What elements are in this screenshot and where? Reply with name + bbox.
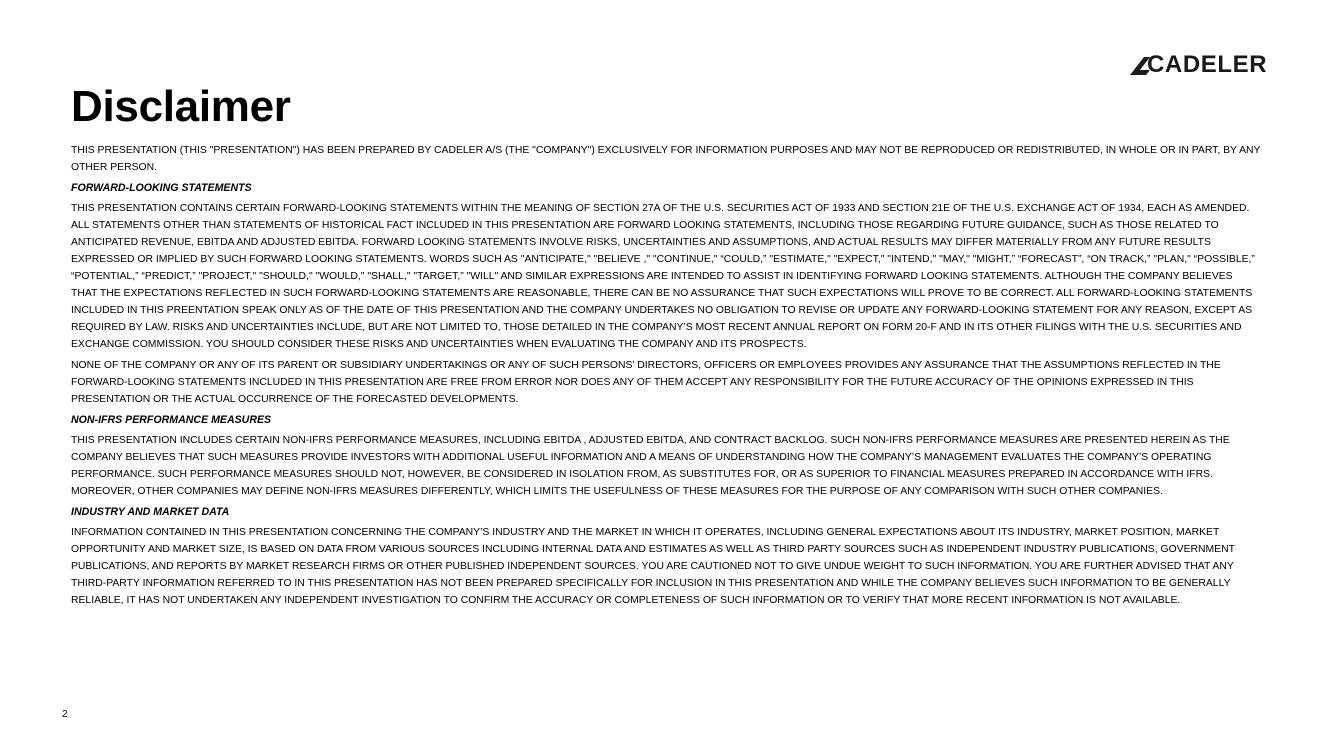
- non-ifrs-paragraph: THIS PRESENTATION INCLUDES CERTAIN NON-IFRS PERFORMANCE MEASURES, INCLUDING EBITDA , ADJUSTED EBITDA, AND CONTRACT BACKLOG. SUCH NON-IFRS PERFORMANCE MEASURES ARE PRESENTED HEREIN AS THE COMPANY BELIEVES THAT SUCH MEASURES PROVIDE INVESTORS WITH ADDITIONAL USEFUL INFORMATION AND A MEANS OF UNDERSTANDING HOW THE COMPANY’S MANAGEMENT EVALUATES THE COMPANY’S OPERATING PERFORMANCE. SUCH PERFORMANCE MEASURES SHOULD NOT, HOWEVER, BE CONSIDERED IN ISOLATION FROM, AS SUBSTITUTES FOR, OR AS SUPERIOR TO FINANCIAL MEASURES PREPARED IN ACCORDANCE WITH IFRS. MOREOVER, OTHER COMPANIES MAY DEFINE NON-IFRS MEASURES DIFFERENTLY, WHICH LIMITS THE USEFULNESS OF THESE MEASURES FOR THE PURPOSE OF ANY COMPARISON WITH SUCH OTHER COMPANIES.: [71, 435, 1230, 497]
- forward-looking-paragraph-2: NONE OF THE COMPANY OR ANY OF ITS PARENT OR SUBSIDIARY UNDERTAKINGS OR ANY OF SUCH PERSONS’ DIRECTORS, OFFICERS OR EMPLOYEES PROVIDES ANY ASSURANCE THAT THE ASSUMPTIONS REFLECTED IN THE FORWARD-LOOKING STATEMENTS INCLUDED IN THIS PRESENTATION ARE FREE FROM ERROR NOR DOES ANY OF THEM ACCEPT ANY RESPONSIBILITY FOR THE FUTURE ACCURACY OF THE OPINIONS EXPRESSED IN THIS PRESENTATION OR THE ACTUAL OCCURRENCE OF THE FORECASTED DEVELOPMENTS.: [71, 360, 1221, 405]
- company-logo: [1128, 52, 1270, 78]
- logo-wordmark: CADELER: [1147, 51, 1268, 78]
- forward-looking-paragraph-1: THIS PRESENTATION CONTAINS CERTAIN FORWARD-LOOKING STATEMENTS WITHIN THE MEANING OF SECTION 27A OF THE U.S. SECURITIES ACT OF 1933 AND SECTION 21E OF THE U.S. EXCHANGE ACT OF 1934, EACH AS AMENDED. ALL STATEMENTS OTHER THAN STATEMENTS OF HISTORICAL FACT INCLUDED IN THIS PRESENTATION ARE FORWARD LOOKING STATEMENTS, INCLUDING THOSE REGARDING FUTURE GUIDANCE, SUCH AS THOSE RELATED TO ANTICIPATED REVENUE, EBITDA AND ADJUSTED EBITDA. FORWARD LOOKING STATEMENTS INVOLVE RISKS, UNCERTAINTIES AND ASSUMPTIONS, AND ACTUAL RESULTS MAY DIFFER MATERIALLY FROM ANY FUTURE RESULTS EXPRESSED OR IMPLIED BY SUCH FORWARD LOOKING STATEMENTS. WORDS SUCH AS "ANTICIPATE," "BELIEVE ," "CONTINUE," “COULD,” "ESTIMATE," "EXPECT," "INTEND," "MAY," "MIGHT,” “FORECAST”, “ON TRACK,” "PLAN," “POSSIBLE,” “POTENTIAL,” “PREDICT,” "PROJECT," "SHOULD," "WOULD," "SHALL," "TARGET,” "WILL" AND SIMILAR EXPRESSIONS ARE INTENDED TO ASSIST IN IDENTIFYING FORWARD LOOKING STATEMENTS. ALTHOUGH THE COMPANY BELIEVES THAT THE EXPECTATIONS REFLECTED IN SUCH FORWARD-LOOKING STATEMENTS ARE REASONABLE, THERE CAN BE NO ASSURANCE THAT SUCH EXPECTATIONS WILL PROVE TO BE CORRECT. ALL FORWARD-LOOKING STATEMENTS INCLUDED IN THIS PREENTATION SPEAK ONLY AS OF THE DATE OF THIS PRESENTATION AND THE COMPANY UNDERTAKES NO OBLIGATION TO REVISE OR UPDATE ANY FORWARD-LOOKING STATEMENT FOR ANY REASON, EXCEPT AS REQUIRED BY LAW. RISKS AND UNCERTAINTIES INCLUDE, BUT ARE NOT LIMITED TO, THOSE DETAILED IN THE COMPANY’S MOST RECENT ANNUAL REPORT ON FORM 20-F AND IN ITS OTHER FILINGS WITH THE U.S. SECURITIES AND EXCHANGE COMMISSION. YOU SHOULD CONSIDER THESE RISKS AND UNCERTAINTIES WHEN EVALUATING THE COMPANY AND ITS PROSPECTS.: [71, 203, 1255, 350]
- section-heading-industry-market: INDUSTRY AND MARKET DATA: [71, 506, 230, 518]
- page-number: 2: [62, 709, 68, 720]
- intro-paragraph: THIS PRESENTATION (THIS "PRESENTATION") HAS BEEN PREPARED BY CADELER A/S (THE "COMPANY") EXCLUSIVELY FOR INFORMATION PURPOSES AND MAY NOT BE REPRODUCED OR REDISTRIBUTED, IN WHOLE OR IN PART, BY ANY OTHER PERSON.: [71, 145, 1261, 173]
- section-heading-non-ifrs: NON-IFRS PERFORMANCE MEASURES: [71, 414, 272, 426]
- industry-market-paragraph: INFORMATION CONTAINED IN THIS PRESENTATION CONCERNING THE COMPANY’S INDUSTRY AND THE MARKET IN WHICH IT OPERATES, INCLUDING GENERAL EXPECTATIONS ABOUT ITS INDUSTRY, MARKET POSITION, MARKET OPPORTUNITY AND MARKET SIZE, IS BASED ON DATA FROM VARIOUS SOURCES INCLUDING INTERNAL DATA AND ESTIMATES AS WELL AS THIRD PARTY SOURCES SUCH AS INDEPENDENT INDUSTRY PUBLICATIONS, GOVERNMENT PUBLICATIONS, AND REPORTS BY MARKET RESEARCH FIRMS OR OTHER PUBLISHED INDEPENDENT SOURCES. YOU ARE CAUTIONED NOT TO GIVE UNDUE WEIGHT TO SUCH INFORMATION. YOU ARE FURTHER ADVISED THAT ANY THIRD-PARTY INFORMATION REFERRED TO IN THIS PRESENTATION HAS NOT BEEN PREPARED SPECIFICALLY FOR INCLUSION IN THIS PRESENTATION AND WHILE THE COMPANY BELIEVES SUCH INFORMATION TO BE GENERALLY RELIABLE, IT HAS NOT UNDERTAKEN ANY INDEPENDENT INVESTIGATION TO CONFIRM THE ACCURACY OR COMPLETENESS OF SUCH INFORMATION OR TO VERIFY THAT MORE RECENT INFORMATION IS NOT AVAILABLE.: [71, 527, 1235, 606]
- disclaimer-body: [71, 142, 1261, 613]
- page-title: Disclaimer: [71, 82, 291, 131]
- section-heading-forward-looking: FORWARD-LOOKING STATEMENTS: [71, 182, 252, 194]
